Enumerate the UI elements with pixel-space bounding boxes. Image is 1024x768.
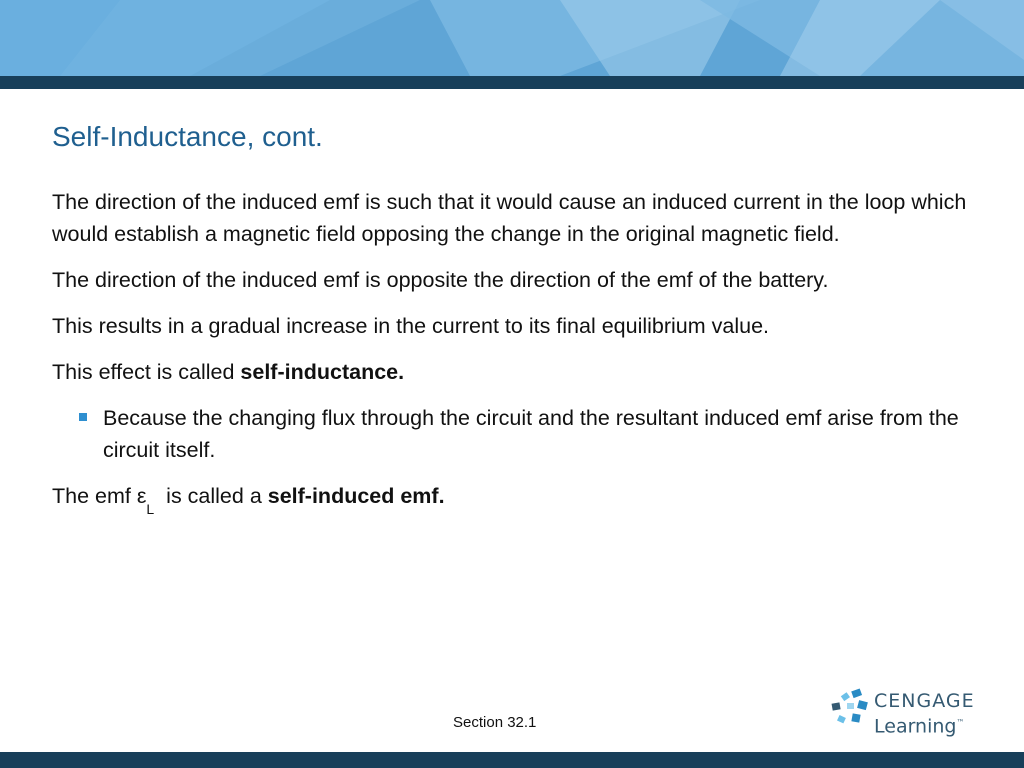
footer-section-label: Section 32.1: [453, 714, 537, 731]
paragraph-self-induced-emf: [52, 480, 982, 518]
logo-word-learning: [874, 712, 975, 737]
emf-subscript: L: [146, 501, 155, 518]
paragraph-induced-emf-direction: The direction of the induced emf is such that it would cause an induced current in the loop which would establish a magnetic field opposing the change in the original magnetic field.: [52, 190, 967, 246]
paragraph-effect-name: [52, 356, 982, 388]
emf-term: self-induced emf.: [267, 484, 445, 508]
logo-word-learning-text: Learning: [874, 715, 957, 738]
effect-prefix: This effect is called: [52, 360, 241, 384]
logo-word-cengage: CENGAGE: [874, 690, 975, 712]
emf-prefix: The emf ε: [52, 484, 147, 508]
square-bullet-icon: [79, 413, 87, 421]
bullet-list: [52, 402, 982, 466]
cengage-learning-logo: [830, 688, 980, 738]
paragraph-opposite-battery: The direction of the induced emf is opposite the direction of the emf of the battery.: [52, 268, 829, 292]
cengage-mark-icon: [830, 688, 870, 730]
slide-content: [52, 186, 982, 526]
slide-title: Self-Inductance, cont.: [52, 121, 323, 152]
logo-trademark: ™: [956, 718, 965, 727]
paragraph-gradual-increase: This results in a gradual increase in the current to its final equilibrium value.: [52, 314, 770, 338]
list-item: [52, 402, 982, 466]
header-rule: [0, 76, 1024, 89]
footer-rule: [0, 752, 1024, 768]
effect-term: self-inductance.: [240, 360, 405, 384]
header-band: [0, 0, 1024, 76]
header-decoration: [0, 0, 1024, 76]
logo-wordmark: [874, 690, 975, 737]
emf-middle: is called a: [154, 484, 268, 508]
bullet-text: Because the changing flux through the circuit and the resultant induced emf arise from the circuit itself.: [103, 406, 959, 462]
